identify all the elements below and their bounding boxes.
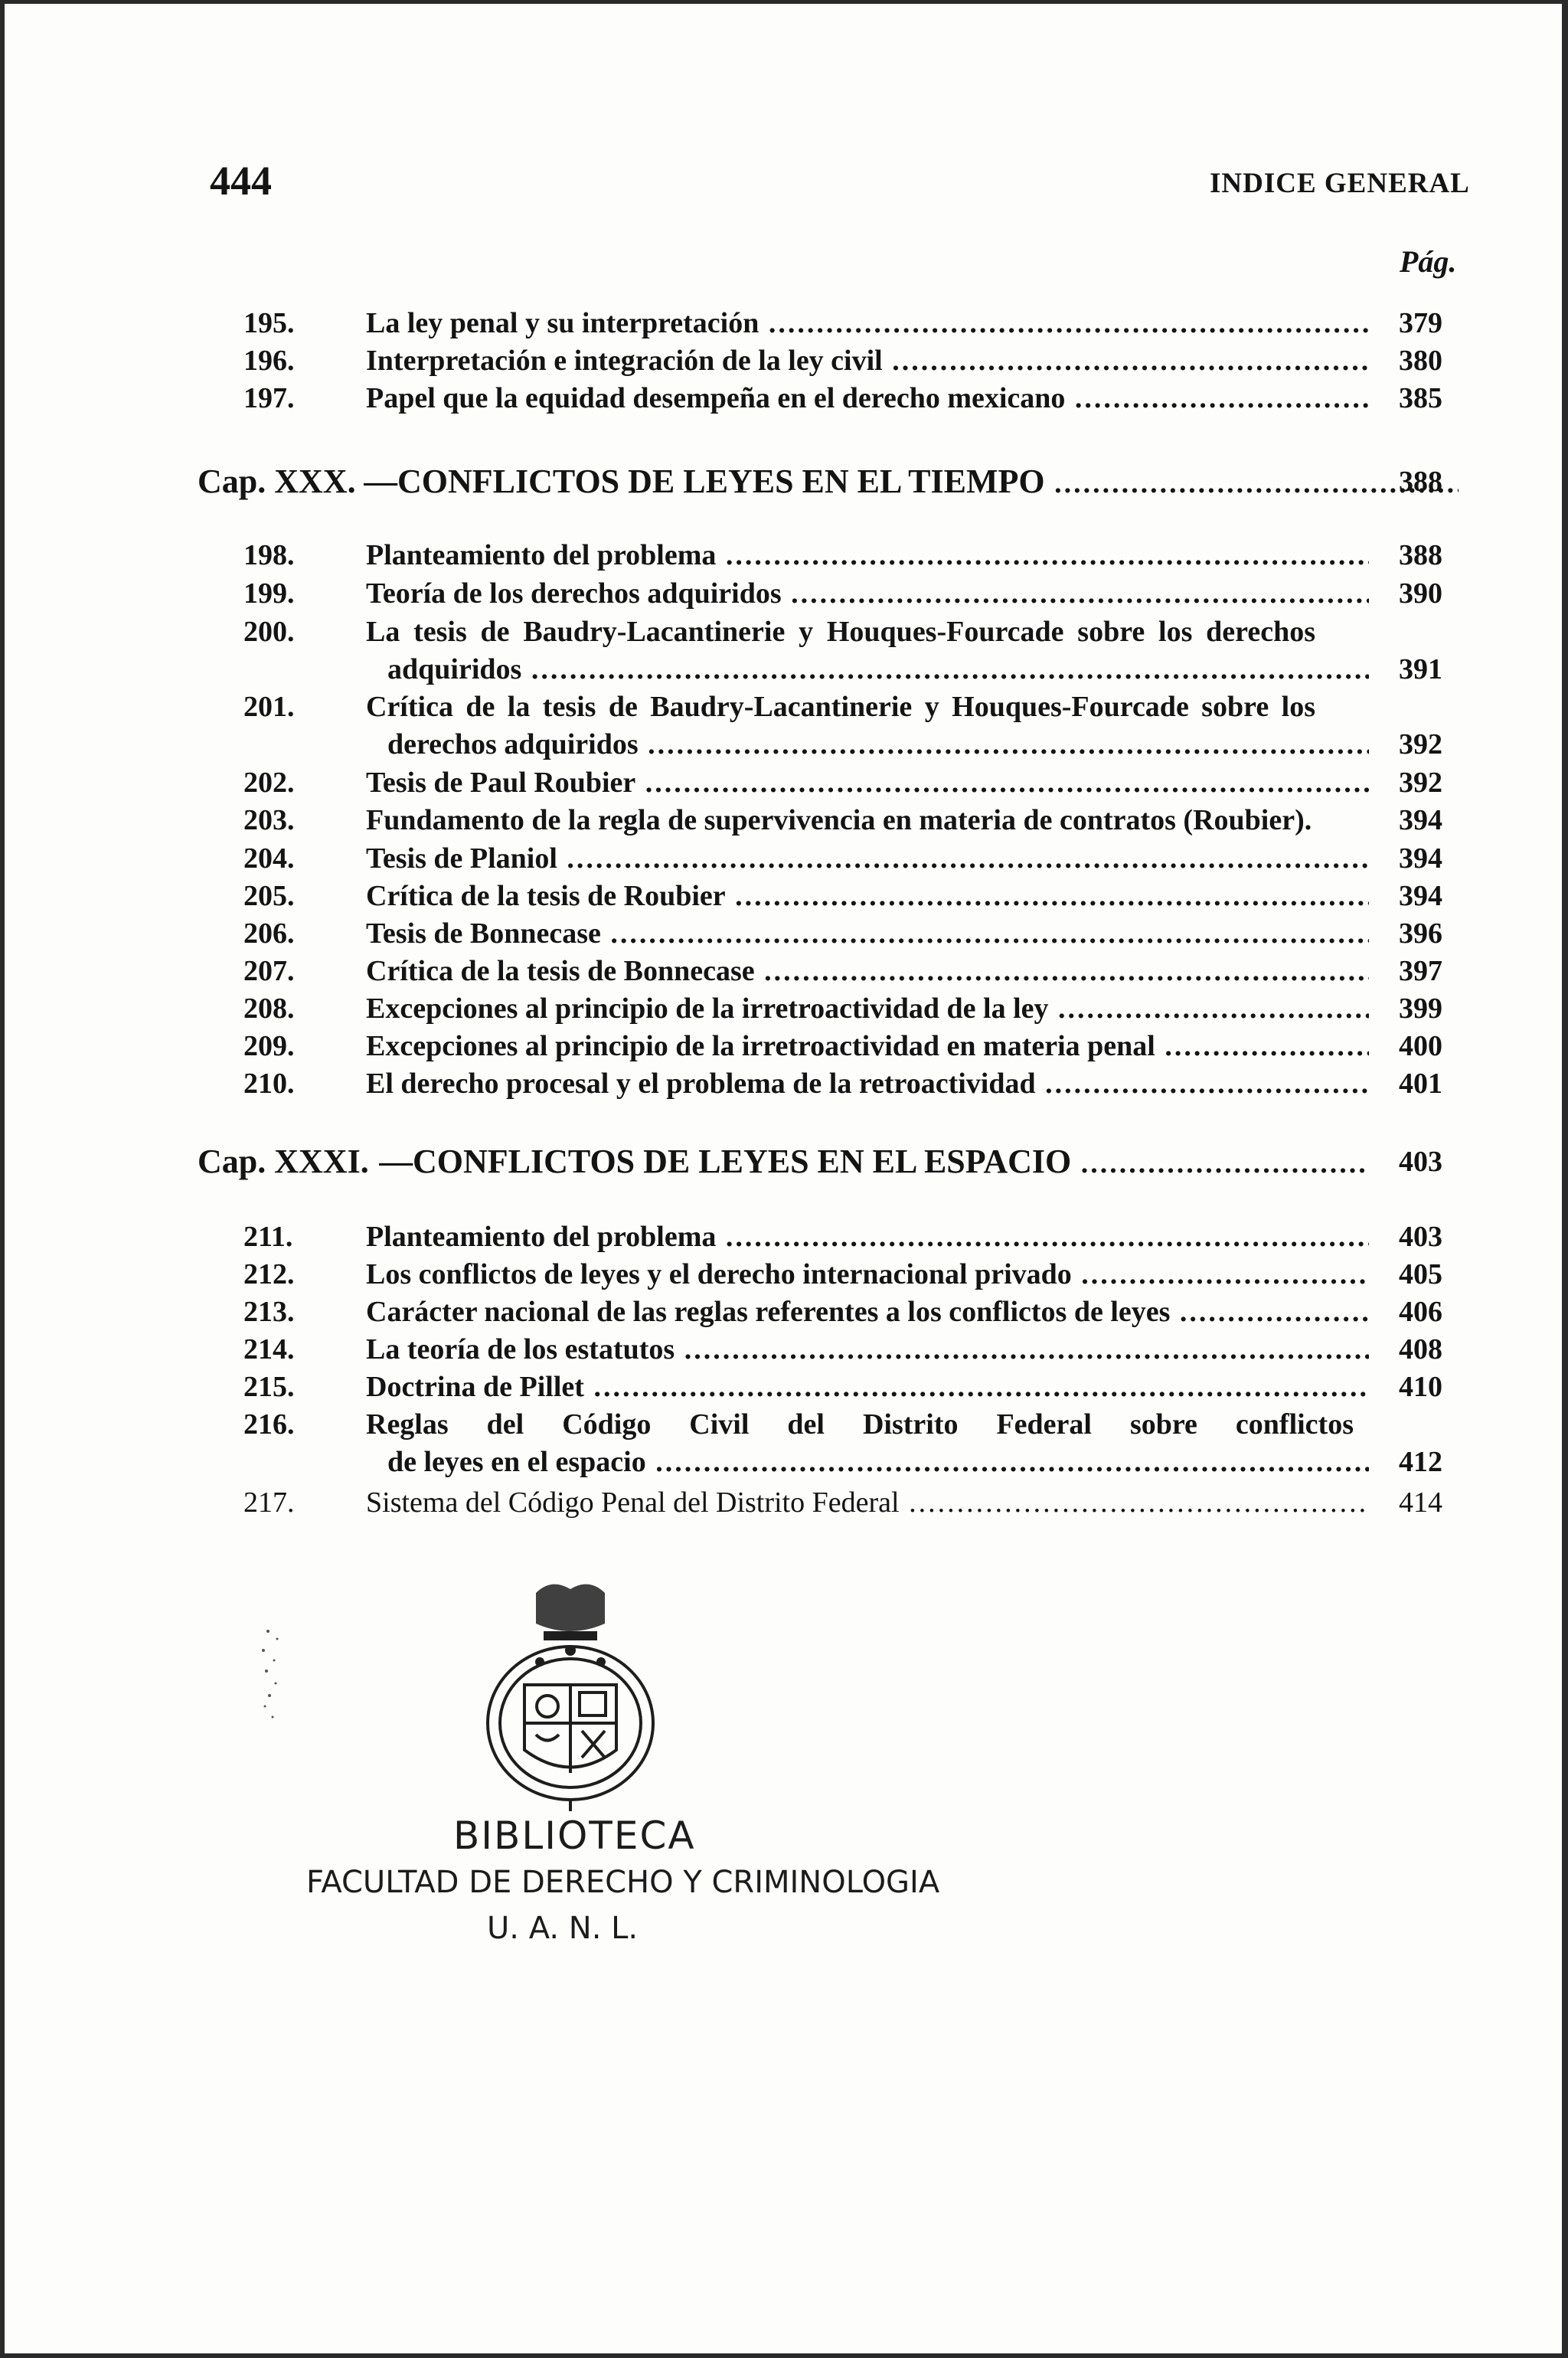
scan-specks (253, 1616, 299, 1738)
entry-number: 201. (243, 691, 295, 723)
toc-entry (0, 1408, 1568, 1446)
entry-number: 198. (243, 539, 295, 571)
chapter-title: —CONFLICTOS DE LEYES EN EL ESPACIO ..... (379, 1142, 1369, 1181)
entry-title: Teoría de los derechos adquiridos ..... (366, 577, 1369, 610)
entry-title: La teoría de los estatutos ..... (366, 1333, 1369, 1366)
entry-number: 212. (243, 1258, 295, 1290)
toc-entry (0, 1220, 1568, 1258)
entry-title: Reglas del Código Civil del Distrito Federal sobre conflictos (366, 1408, 1354, 1441)
entry-title: Excepciones al principio de la irretroactividad de la ley ..... (366, 992, 1369, 1025)
entry-title: Tesis de Bonnecase ..... (366, 917, 1369, 950)
entry-title: Crítica de la tesis de Baudry-Lacantinerie y Houques-Fourcade sobre los (366, 691, 1315, 723)
scan-bottom-edge (0, 2353, 1568, 2358)
entry-page: 391 (1399, 653, 1442, 685)
entry-page: 401 (1399, 1068, 1442, 1100)
entry-title: Tesis de Planiol ..... (366, 842, 1369, 875)
toc-entry-continuation (0, 652, 1568, 691)
entry-title: Sistema del Código Penal del Distrito Federal ..... (366, 1486, 1369, 1519)
toc-entry (0, 917, 1568, 955)
entry-number: 207. (243, 955, 295, 987)
entry-page: 399 (1399, 993, 1442, 1025)
entry-page: 397 (1399, 955, 1442, 987)
toc-entry (0, 1370, 1568, 1408)
entry-page: 390 (1399, 577, 1442, 610)
entry-page: 412 (1399, 1446, 1442, 1478)
entry-title: Doctrina de Pillet ..... (366, 1370, 1369, 1404)
entry-title-continued: de leyes en el espacio ..... (387, 1445, 1369, 1479)
entry-number: 208. (243, 993, 295, 1025)
toc-entry (0, 1333, 1568, 1371)
toc-entry (0, 803, 1568, 842)
entry-title: Fundamento de la regla de supervivencia en materia de contratos (Roubier). (366, 804, 1312, 836)
toc-entry (0, 306, 1568, 345)
entry-page: 392 (1399, 767, 1442, 799)
toc-entry (0, 381, 1568, 420)
entry-page: 380 (1399, 345, 1442, 377)
entry-number: 216. (243, 1408, 295, 1441)
entry-number: 205. (243, 880, 295, 912)
entry-title: Crítica de la tesis de Roubier ..... (366, 879, 1369, 913)
entry-number: 199. (243, 577, 295, 610)
chapter-title: —CONFLICTOS DE LEYES EN EL TIEMPO ..... (364, 462, 1459, 501)
toc-entry (0, 1257, 1568, 1296)
entry-title: Planteamiento del problema ..... (366, 538, 1369, 572)
chapter-page: 388 (1399, 466, 1442, 498)
entry-title: Tesis de Paul Roubier ..... (366, 766, 1369, 800)
entry-page: 408 (1399, 1333, 1442, 1365)
university-seal-icon (463, 1578, 678, 1815)
entry-page: 392 (1399, 728, 1442, 760)
page-number: 444 (210, 158, 272, 204)
toc-entry (0, 1029, 1568, 1068)
toc-entry (0, 879, 1568, 917)
entry-title: Planteamiento del problema ..... (366, 1220, 1369, 1254)
entry-page: 385 (1399, 382, 1442, 414)
toc-entry (0, 344, 1568, 382)
entry-number: 217. (243, 1486, 295, 1519)
toc-entry (0, 766, 1568, 804)
entry-page: 394 (1399, 880, 1442, 912)
entry-number: 203. (243, 804, 295, 836)
entry-page: 379 (1399, 307, 1442, 339)
entry-title: Papel que la equidad desempeña en el derecho mexicano ..... (366, 381, 1369, 415)
entry-number: 209. (243, 1030, 295, 1062)
entry-title: Carácter nacional de las reglas referentes a los conflictos de leyes ..... (366, 1295, 1369, 1329)
chapter-heading (0, 1142, 1568, 1188)
entry-page: 405 (1399, 1258, 1442, 1290)
running-header: INDICE GENERAL (1210, 168, 1470, 199)
entry-number: 195. (243, 307, 295, 339)
entry-title: Interpretación e integración de la ley civil ..... (366, 344, 1369, 378)
entry-page: 406 (1399, 1296, 1442, 1328)
entry-title-continued: derechos adquiridos ..... (387, 728, 1369, 761)
toc-entry-continuation (0, 728, 1568, 766)
toc-entry (0, 1486, 1568, 1524)
entry-number: 211. (243, 1221, 293, 1253)
entry-number: 214. (243, 1333, 295, 1365)
toc-entry (0, 1067, 1568, 1105)
stamp-faculty: FACULTAD DE DERECHO Y CRIMINOLOGIA (306, 1865, 940, 1900)
entry-title: La ley penal y su interpretación ..... (366, 306, 1369, 340)
stamp-library: BIBLIOTECA (453, 1813, 696, 1858)
entry-number: 196. (243, 345, 295, 377)
entry-page: 396 (1399, 917, 1442, 950)
toc-entry (0, 690, 1568, 728)
chapter-page: 403 (1399, 1146, 1442, 1178)
toc-entry (0, 538, 1568, 577)
toc-entry (0, 842, 1568, 880)
entry-number: 210. (243, 1068, 295, 1100)
scan-top-edge (0, 0, 1568, 4)
entry-number: 202. (243, 767, 295, 799)
chapter-label: Cap. XXX. (198, 463, 356, 500)
chapter-label: Cap. XXXI. (198, 1143, 369, 1180)
entry-page: 410 (1399, 1371, 1442, 1403)
entry-page: 414 (1399, 1486, 1442, 1519)
entry-number: 204. (243, 842, 295, 875)
entry-page: 400 (1399, 1030, 1442, 1062)
toc-entry (0, 615, 1568, 653)
page-column-label: Pág. (1400, 244, 1457, 279)
entry-title-continued: adquiridos ..... (387, 652, 1369, 686)
toc-entry (0, 1295, 1568, 1333)
entry-page: 394 (1399, 804, 1442, 836)
entry-title: Los conflictos de leyes y el derecho internacional privado ..... (366, 1257, 1369, 1291)
entry-number: 215. (243, 1371, 295, 1403)
entry-number: 200. (243, 616, 295, 648)
toc-entry (0, 992, 1568, 1030)
entry-number: 197. (243, 382, 295, 414)
entry-title: Excepciones al principio de la irretroactividad en materia penal ..... (366, 1029, 1369, 1063)
entry-title: El derecho procesal y el problema de la retroactividad ..... (366, 1067, 1369, 1101)
entry-number: 206. (243, 917, 295, 950)
stamp-university: U. A. N. L. (487, 1911, 639, 1946)
chapter-heading (0, 462, 1568, 508)
entry-page: 388 (1399, 539, 1442, 571)
toc-entry (0, 954, 1568, 993)
toc-entry (0, 577, 1568, 615)
toc-entry-continuation (0, 1445, 1568, 1483)
entry-title: La tesis de Baudry-Lacantinerie y Houques-Fourcade sobre los derechos (366, 616, 1315, 648)
entry-page: 394 (1399, 842, 1442, 875)
entry-title: Crítica de la tesis de Bonnecase ..... (366, 954, 1369, 988)
entry-number: 213. (243, 1296, 295, 1328)
entry-page: 403 (1399, 1221, 1442, 1253)
